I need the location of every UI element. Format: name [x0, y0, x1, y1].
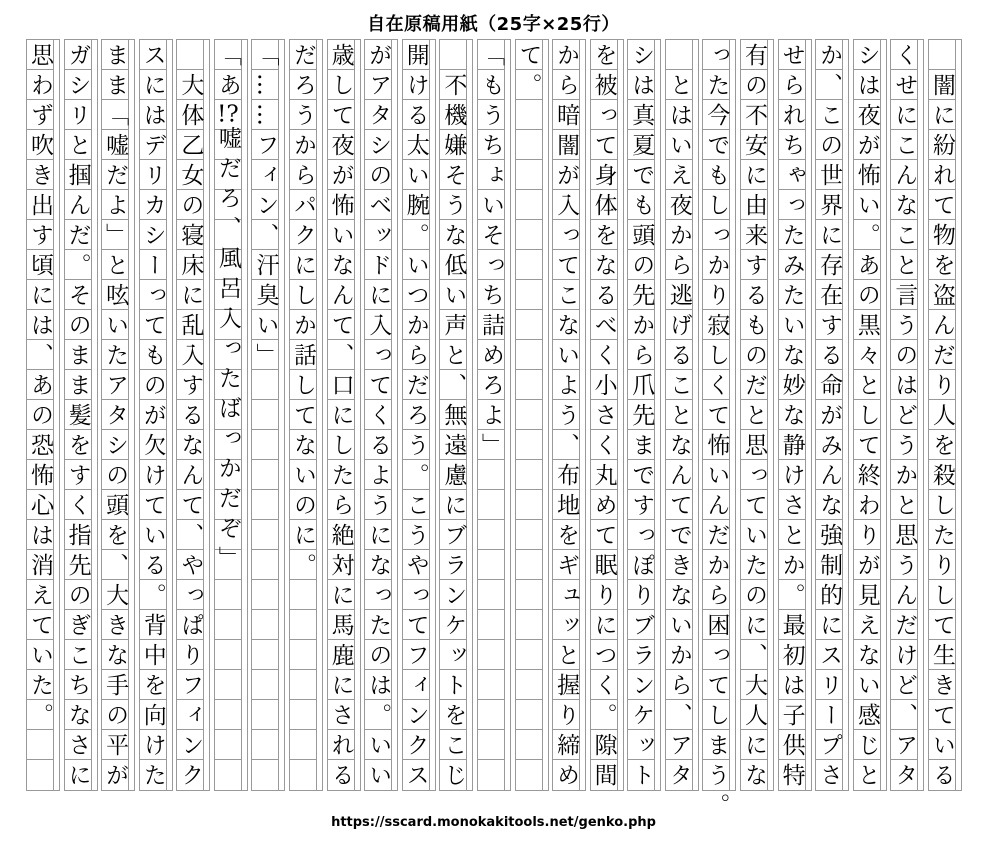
- line-text: て。: [515, 43, 542, 103]
- ruby-column: [242, 39, 248, 791]
- line-text: まま「嘘だよ」と呟いたアタシの頭を、大きな手の平が: [102, 43, 129, 793]
- line-cells: [590, 39, 618, 791]
- ruby-column: [392, 39, 398, 791]
- line-text: シは真夏でも頭の先から爪先まですっぽりブランケット: [628, 43, 655, 793]
- line-text: を被って身体をなるべく小さく丸めて眠りにつく。隙間: [590, 43, 617, 793]
- ruby-column: [618, 39, 624, 791]
- line-cells: [176, 39, 204, 791]
- ruby-column: [505, 39, 511, 791]
- line-text: 思わず吹き出す頃には、あの恐怖心は消えていた。: [27, 43, 53, 733]
- manuscript-line-1: [928, 39, 962, 791]
- line-text: とはいえ夜から逃げることなんてできないから、アタ: [665, 73, 692, 793]
- line-cells: [928, 39, 956, 791]
- manuscript-line-7: [702, 39, 736, 823]
- line-cells: [289, 39, 317, 791]
- manuscript-line-19: [251, 39, 285, 791]
- line-text: せられちゃったみたいな妙な静けさとか。最初は子供特: [778, 43, 805, 793]
- line-cells: [364, 39, 392, 791]
- manuscript-line-16: [364, 39, 398, 791]
- ruby-column: [693, 39, 699, 791]
- manuscript-line-13: [477, 39, 511, 791]
- line-cells: [64, 39, 92, 791]
- line-text: 「あ!?嘘だろ、風呂入ったばっかだぞ」: [214, 43, 241, 576]
- manuscript-line-24: [64, 39, 98, 791]
- line-text: 歳して夜が怖いなんて、口にしたら絶対に馬鹿にされる: [327, 43, 354, 793]
- line-text: か、この世界に存在する命がみんな強制的にスリープさ: [816, 43, 843, 793]
- line-text: くせにこんなこと言うのはどうかと思うんだけど、アタ: [891, 43, 918, 793]
- ruby-column: [843, 39, 849, 791]
- ruby-column: [204, 39, 210, 791]
- line-cells: [815, 39, 843, 791]
- ruby-column: [467, 39, 473, 791]
- line-text: 「……フィン、汗臭い」: [252, 43, 279, 373]
- manuscript-line-11: [552, 39, 586, 791]
- manuscript-line-15: [402, 39, 436, 791]
- manuscript-line-12: [515, 39, 549, 791]
- line-cells: [214, 39, 242, 791]
- line-text: 闇に紛れて物を盗んだり人を殺したりして生きている: [928, 73, 955, 793]
- line-text: 有の不安に由来するものだと思っていたのに、大人にな: [740, 43, 767, 793]
- line-cells: [890, 39, 918, 791]
- line-cells: [139, 39, 167, 791]
- ruby-column: [768, 39, 774, 791]
- manuscript-line-9: [627, 39, 661, 791]
- ruby-column: [655, 39, 661, 791]
- manuscript-line-14: [439, 39, 473, 791]
- manuscript-line-20: [214, 39, 248, 791]
- line-cells: [515, 39, 543, 791]
- ruby-column: [580, 39, 586, 791]
- line-text: シは夜が怖い。あの黒々として終わりが見えない感じと: [853, 43, 880, 793]
- line-cells: [740, 39, 768, 791]
- manuscript-line-2: [890, 39, 924, 791]
- manuscript-line-3: [853, 39, 887, 791]
- manuscript-line-17: [327, 39, 361, 791]
- ruby-column: [918, 39, 924, 791]
- line-cells: [327, 39, 355, 791]
- ruby-column: [279, 39, 285, 791]
- manuscript-line-23: [101, 39, 135, 791]
- manuscript-line-25: [26, 39, 60, 791]
- page-title: 自在原稿用紙（25字×25行）: [367, 14, 620, 35]
- manuscript-line-4: [815, 39, 849, 791]
- line-text: スにはデリカシーってものが欠けている。背中を向けた: [139, 43, 166, 793]
- line-cells: [251, 39, 279, 791]
- line-text: がアタシのベッドに入ってくるようになったのは。いい: [365, 43, 392, 793]
- line-text: 大体乙女の寝床に乱入するなんて、やっぱりフィンク: [177, 73, 204, 793]
- line-cells: [439, 39, 467, 791]
- manuscript-line-22: [139, 39, 173, 791]
- line-text: 「もうちょいそっち詰めろよ」: [477, 43, 504, 463]
- ruby-column: [881, 39, 887, 791]
- footer-url: https://sscard.monokakitools.net/genko.php: [331, 815, 656, 830]
- line-cells: [665, 39, 693, 791]
- tate-chu-yoko: !?: [217, 103, 239, 126]
- line-cells: [477, 39, 505, 791]
- manuscript-line-18: [289, 39, 323, 791]
- ruby-column: [317, 39, 323, 791]
- line-text: から暗闇が入ってこないよう、布地をギュッと握り締め: [553, 43, 580, 793]
- line-cells: [101, 39, 129, 791]
- ruby-column: [92, 39, 98, 791]
- manuscript-line-10: [590, 39, 624, 791]
- manuscript-line-5: [778, 39, 812, 791]
- ruby-column: [806, 39, 812, 791]
- line-text: ガシリと掴んだ。そのまま髪をすく指先のぎこちなさに: [64, 43, 91, 793]
- ruby-column: [956, 39, 962, 791]
- line-text: 不機嫌そうな低い声と、無遠慮にブランケットをこじ: [440, 73, 467, 793]
- line-cells: [853, 39, 881, 791]
- line-text: った今でもしっかり寂しくて怖いんだから困ってしまう。: [703, 43, 730, 823]
- ruby-column: [543, 39, 549, 791]
- line-cells: [552, 39, 580, 791]
- line-text: 開ける太い腕。いつからだろう。こうやってフィンクス: [402, 43, 429, 793]
- manuscript-line-21: [176, 39, 210, 791]
- ruby-column: [167, 39, 173, 791]
- ruby-column: [730, 39, 736, 791]
- manuscript-line-6: [740, 39, 774, 791]
- line-cells: [26, 39, 54, 791]
- line-cells: [778, 39, 806, 791]
- ruby-column: [355, 39, 361, 791]
- line-cells: [627, 39, 655, 791]
- line-cells: [402, 39, 430, 791]
- ruby-column: [430, 39, 436, 791]
- ruby-column: [54, 39, 60, 791]
- line-text: だろうからパクにしか話してないのに。: [290, 43, 317, 583]
- ruby-column: [129, 39, 135, 791]
- manuscript-line-8: [665, 39, 699, 791]
- line-cells: [702, 39, 730, 823]
